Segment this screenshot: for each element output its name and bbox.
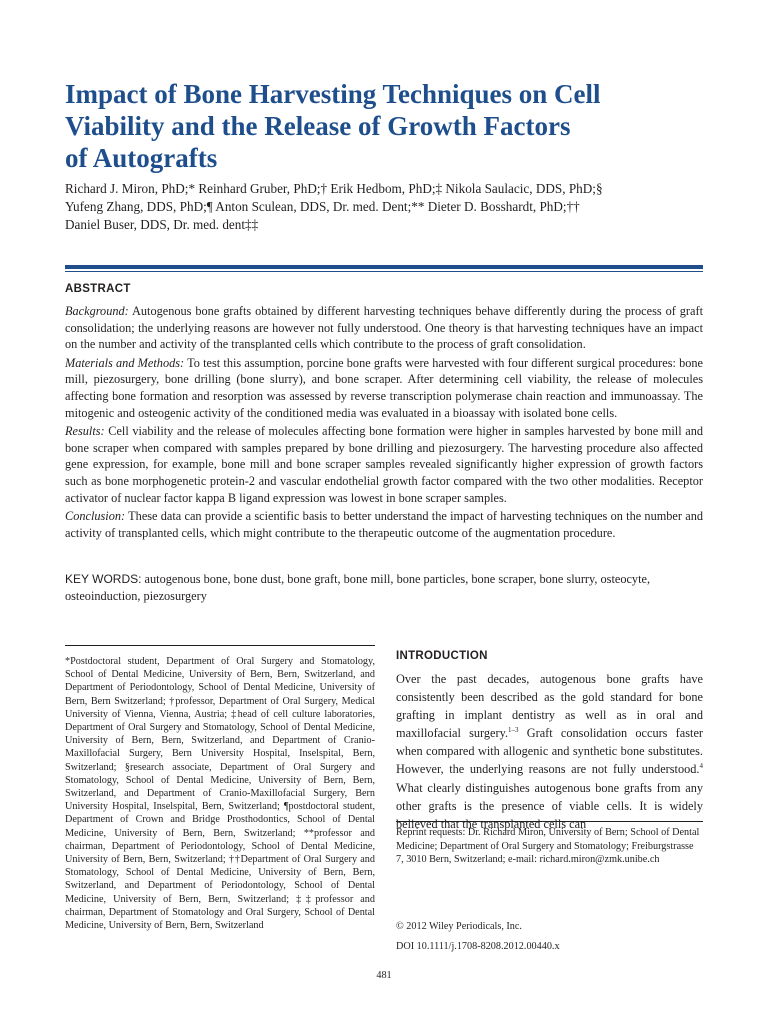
keywords-text: autogenous bone, bone dust, bone graft, bone mill, bone particles, bone scraper, bone slurry, osteocyte, osteoinduction, piezosurgery	[65, 572, 651, 603]
abstract-results-text: Cell viability and the release of molecules affecting bone formation were higher in samples harvested by bone mill and bone scraper when compared with samples prepared by bone drilling and piezosurgery. The harvesting procedure also affected gene expression, for example, bone mill and bone scraper samples revealed significantly higher expression of growth factors such as bone morphogenetic protein-2 and vascular endothelial growth factor compared with the two other modalities. Receptor activator of nuclear factor kappa B ligand expression was lowest in bone scraper samples.	[65, 424, 703, 505]
abstract-background-label: Background:	[65, 304, 129, 318]
abstract-background-text: Autogenous bone grafts obtained by different harvesting techniques behave differently during the process of graft consolidation; the underlying reasons are however not fully understood. One theory is that harvesting techniques have an impact on the number and activity of the transplanted cells which contribute to the process of graft consolidation.	[65, 304, 703, 352]
footnote-divider	[65, 645, 375, 646]
introduction-heading: INTRODUCTION	[396, 650, 488, 662]
abstract-methods-label: Materials and Methods:	[65, 355, 185, 370]
author-line: Yufeng Zhang, DDS, PhD;¶ Anton Sculean, DDS, Dr. med. Dent;** Dieter D. Bosshardt, PhD;††	[65, 199, 580, 214]
abstract-conclusion	[65, 508, 703, 541]
reprint-requests: Reprint requests: Dr. Richard Miron, University of Bern; School of Dental Medicine; Department of Oral Surgery and Stomatology; Freiburgstrasse 7, 3010 Bern, Switzerland; e-mail: richard.miron@zmk.unibe.ch	[396, 827, 700, 865]
introduction-text: Graft consolidation occurs faster when compared with allogenic and synthetic bone substitutes. However, the underlying reasons are not fully understood.	[396, 726, 703, 777]
keywords	[65, 571, 705, 605]
abstract-methods	[65, 355, 703, 421]
title-divider-thick	[65, 265, 703, 269]
introduction-text: What clearly distinguishes autogenous bone grafts from any other grafts is the presence of viable cells. It is widely believed that the transplanted cells can	[396, 780, 703, 831]
abstract-results-label: Results:	[65, 424, 105, 439]
abstract-background	[65, 303, 703, 353]
title-line: Viability and the Release of Growth Factors	[65, 111, 571, 141]
introduction-body	[396, 670, 703, 833]
abstract-results	[65, 423, 703, 506]
citation-ref: 4	[699, 762, 703, 771]
abstract-conclusion-text: These data can provide a scientific basis to better understand the impact of harvesting techniques on the number and activity of transplanted cells, which might contribute to the therapeutic outcome of the augmentation procedure.	[65, 509, 703, 540]
abstract-methods-text: To test this assumption, porcine bone grafts were harvested with four different surgical procedures: bone mill, piezosurgery, bone drilling (bone slurry), and bone scraper. After determining cell viability, the release of molecules affecting bone formation and resorption was assessed by reverse transcription polymerase chain reaction and immunoassay. The mitogenic and osteogenic activity of the conditioned media was evaluated in a bioassay with isolated bone cells.	[65, 355, 704, 420]
abstract-body	[65, 303, 703, 543]
page-number: 481	[376, 970, 392, 981]
introduction-paragraph	[396, 670, 703, 833]
affiliation-footnotes: *Postdoctoral student, Department of Oral Surgery and Stomatology, School of Dental Medicine, University of Bern, Bern, Switzerland, and Department of Periodontology, School of Dental Medicine, University of Bern, Bern Switzerland; †professor, Department of Oral Surgery, Medical University of Vienna, Vienna, Austria; ‡head of cell culture laboratories, Department of Oral Surgery and Stomatology, School of Dental Medicine, University of Bern, Bern, Switzerland, and Department of Cranio-Maxillofacial Surgery, Bern University Hospital, Inselspital, Bern, Switzerland; §research associate, Department of Oral Surgery and Stomatology, School of Dental Medicine, University of Bern, Bern, Switzerland, and Department of Cranio-Maxillofacial Surgery, Bern University Hospital, Inselspital, Bern, Switzerland; ¶postdoctoral student, Department of Crown and Bridge Prosthodontics, School of Dental Medicine, University of Bern, Bern, Switzerland; **professor and chairman, Department of Periodontology, School of Dental Medicine, University of Bern, Bern, Switzerland; ††Department of Oral Surgery and Stomatology, School of Dental Medicine, University of Bern, Bern, Switzerland, and Department of Periodontology, School of Dental Medicine, University of Bern, Bern, Switzerland; ‡‡professor and chairman, Department of Stomatology and Oral Surgery, School of Dental Medicine, University of Bern, Bern, Switzerland	[65, 656, 375, 932]
citation-ref: 1–3	[508, 726, 519, 735]
author-line: Richard J. Miron, PhD;* Reinhard Gruber, PhD;† Erik Hedbom, PhD;‡ Nikola Saulacic, DDS, PhD;§	[65, 181, 603, 196]
introduction-text: Over the past decades, autogenous bone grafts have consistently been described as the gold standard for bone grafting in implant dentistry as well as in oral and maxillofacial surgery.	[396, 672, 703, 741]
title-line: Impact of Bone Harvesting Techniques on Cell	[65, 79, 601, 109]
author-line: Daniel Buser, DDS, Dr. med. dent‡‡	[65, 217, 259, 232]
title-divider-thin	[65, 271, 703, 272]
abstract-heading: ABSTRACT	[65, 283, 131, 295]
article-title	[65, 78, 705, 174]
reprint-divider	[396, 821, 703, 822]
copyright-notice: © 2012 Wiley Periodicals, Inc.	[396, 921, 522, 932]
abstract-conclusion-label: Conclusion:	[65, 509, 126, 524]
author-list	[65, 180, 715, 234]
keywords-label: KEY WORDS:	[65, 572, 142, 586]
doi: DOI 10.1111/j.1708-8208.2012.00440.x	[396, 941, 560, 952]
title-line: of Autografts	[65, 143, 218, 173]
